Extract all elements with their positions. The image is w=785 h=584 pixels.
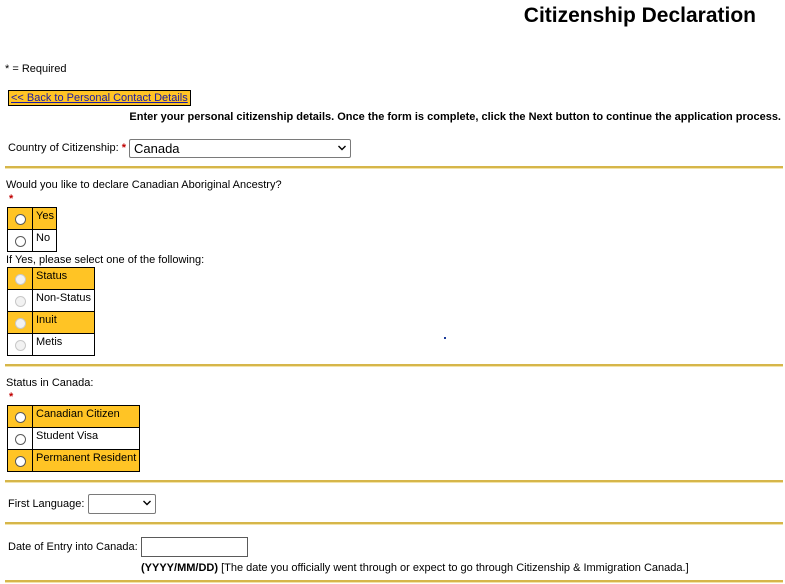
section-divider xyxy=(5,166,783,168)
section-divider xyxy=(5,480,783,482)
ancestry-type-prompt: If Yes, please select one of the following: xyxy=(6,254,205,266)
no-radio[interactable] xyxy=(15,236,26,247)
inuit-radio[interactable] xyxy=(15,318,26,329)
page-title: Citizenship Declaration xyxy=(523,4,756,27)
radio-cell xyxy=(8,450,33,471)
aboriginal-required-star: * xyxy=(9,193,14,205)
status-required-star: * xyxy=(9,391,14,403)
aboriginal-option-no[interactable] xyxy=(7,229,57,252)
status-option-canadian-citizen[interactable] xyxy=(7,405,140,428)
country-required-star: * xyxy=(121,142,127,154)
radio-cell xyxy=(8,334,33,355)
date-hint-text: [The date you officially went through or expect to go through Citizenship & Immigration Canada.] xyxy=(221,562,689,574)
radio-cell xyxy=(8,230,33,251)
radio-cell xyxy=(8,312,33,333)
option-label: Permanent Resident xyxy=(36,452,137,464)
instructions-text: Enter your personal citizenship details. Once the form is complete, click the Next button to continue the application process. xyxy=(129,111,781,123)
permanent-resident-radio[interactable] xyxy=(15,456,26,467)
option-label: Canadian Citizen xyxy=(36,408,120,420)
option-label: Metis xyxy=(36,336,63,348)
student-visa-radio[interactable] xyxy=(15,434,26,445)
back-to-contact-details-button[interactable]: << Back to Personal Contact Details xyxy=(8,90,191,106)
aboriginal-question: Would you like to declare Canadian Aboriginal Ancestry? xyxy=(6,179,282,191)
metis-radio[interactable] xyxy=(15,340,26,351)
status-radio[interactable] xyxy=(15,274,26,285)
stray-dot xyxy=(444,337,446,339)
ancestry-option-inuit[interactable] xyxy=(7,311,95,334)
first-language-select[interactable] xyxy=(88,494,156,514)
country-label xyxy=(8,142,126,154)
date-of-entry-input[interactable] xyxy=(141,537,248,557)
status-option-student-visa[interactable] xyxy=(7,427,140,450)
option-label: Student Visa xyxy=(36,430,99,442)
ancestry-option-status[interactable] xyxy=(7,267,95,290)
country-select[interactable] xyxy=(129,139,351,158)
option-label: Inuit xyxy=(36,314,57,326)
required-note: * = Required xyxy=(5,63,67,75)
country-label-text: Country of Citizenship: xyxy=(8,142,119,154)
option-label: Yes xyxy=(36,210,54,222)
radio-cell xyxy=(8,428,33,449)
radio-cell xyxy=(8,406,33,427)
date-of-entry-label: Date of Entry into Canada: xyxy=(8,541,138,553)
status-question: Status in Canada: xyxy=(6,377,94,389)
country-select-value: Canada xyxy=(134,141,180,156)
option-label: No xyxy=(36,232,51,244)
yes-radio[interactable] xyxy=(15,214,26,225)
section-divider xyxy=(5,522,783,524)
section-divider xyxy=(5,364,783,366)
non-status-radio[interactable] xyxy=(15,296,26,307)
option-label: Status xyxy=(36,270,68,282)
chevron-down-icon xyxy=(338,144,346,152)
option-label: Non-Status xyxy=(36,292,92,304)
ancestry-option-non-status[interactable] xyxy=(7,289,95,312)
section-divider xyxy=(5,580,783,582)
canadian-citizen-radio[interactable] xyxy=(15,412,26,423)
first-language-label: First Language: xyxy=(8,498,85,510)
ancestry-option-metis[interactable] xyxy=(7,333,95,356)
radio-cell xyxy=(8,208,33,229)
radio-cell xyxy=(8,290,33,311)
aboriginal-option-yes[interactable] xyxy=(7,207,57,230)
date-format-hint xyxy=(141,562,689,574)
status-option-permanent-resident[interactable] xyxy=(7,449,140,472)
chevron-down-icon xyxy=(143,499,151,507)
date-format: (YYYY/MM/DD) xyxy=(141,562,218,574)
radio-cell xyxy=(8,268,33,289)
